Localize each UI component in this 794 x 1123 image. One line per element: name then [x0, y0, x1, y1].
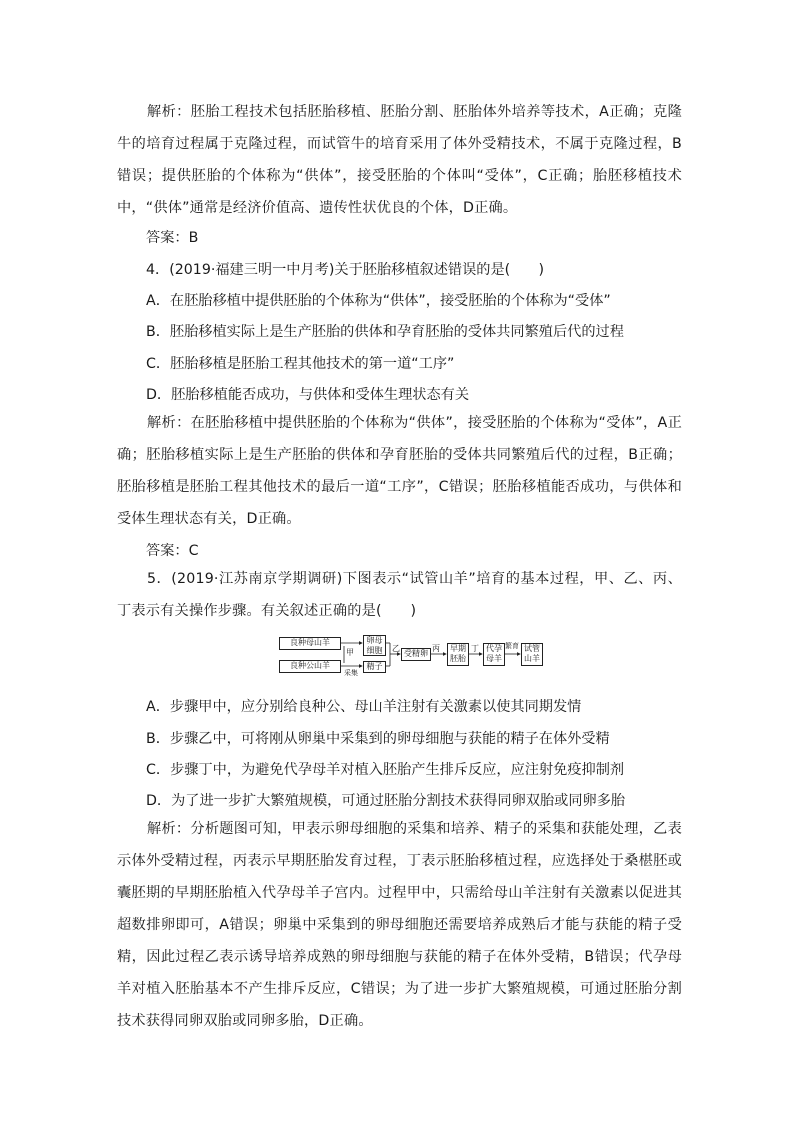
box-ivf-goat: 试管山羊 — [521, 643, 543, 666]
box-early-embryo: 早期胚胎 — [447, 643, 469, 666]
q5-option-a: A．步骤甲中，应分别给良种公、母山羊注射有关激素以使其同期发情 — [146, 699, 582, 715]
q3-analysis: 解析：胚胎工程技术包括胚胎移植、胚胎分割、胚胎体外培养等技术，A正确；克隆牛的培育过程属于克隆过程，而试管牛的培育采用了体外受精技术，不属于克隆过程，B错误；提供胚胎的个体称为“供体”，接受胚胎的个体叫“受体”，C正确；胎胚移植技术中，“供体”通常是经济价值高、遗传性状优良的个体，D正确。 — [117, 104, 682, 216]
q4-option-a: A．在胚胎移植中提供胚胎的个体称为“供体”，接受胚胎的个体称为“受体” — [146, 293, 611, 309]
q5-option-b: B．步骤乙中，可将刚从卵巢中采集到的卵母细胞与获能的精子在体外受精 — [146, 731, 610, 747]
q4-option-c: C．胚胎移植是胚胎工程其他技术的第一道“工序” — [146, 356, 455, 372]
box-zygote: 受精卵 — [401, 648, 431, 661]
q4-option-d: D．胚胎移植能否成功，与供体和受体生理状态有关 — [146, 387, 470, 403]
label-collect: 采集 — [344, 669, 358, 677]
box-sperm: 精子 — [363, 661, 386, 673]
q4-option-b: B．胚胎移植实际上是生产胚胎的供体和孕育胚胎的受体共同繁殖后代的过程 — [146, 324, 624, 340]
ivf-goat-flow-diagram — [278, 634, 544, 678]
label-step-c: 丙 — [432, 644, 440, 653]
q5-stem: 5．(2019·江苏南京学期调研)下图表示“试管山羊”培育的基本过程，甲、乙、丙、丁表示有关操作步骤。有关叙述正确的是( ) — [117, 571, 682, 619]
q5-analysis: 解析：分析题图可知，甲表示卵母细胞的采集和培养、精子的采集和获能处理，乙表示体外受精过程，丙表示早期胚胎发育过程，丁表示胚胎移植过程，应选择处于桑椹胚或囊胚期的早期胚胎植入代孕母羊子宫内。过程甲中，只需给母山羊注射有关激素以促进其超数排卵即可，A错误；卵巢中采集到的卵母细胞还需要培养成熟后才能与获能的精子受精，因此过程乙表示诱导培养成熟的卵母细胞与获能的精子在体外受精，B错误；代孕母羊对植入胚胎基本不产生排斥反应，C错误；为了进一步扩大繁殖规模，可通过胚胎分割技术获得同卵双胎或同卵多胎，D正确。 — [117, 821, 682, 1029]
q4-analysis: 解析：在胚胎移植中提供胚胎的个体称为“供体”，接受胚胎的个体称为“受体”，A正确；胚胎移植实际上是生产胚胎的供体和孕育胚胎的受体共同繁殖后代的过程，B正确；胚胎移植是胚胎工程其他技术的最后一道“工序”，C错误；胚胎移植能否成功，与供体和受体生理状态有关，D正确。 — [117, 415, 682, 527]
q4-answer: 答案：C — [146, 543, 199, 559]
box-surrogate-goat: 代孕母羊 — [483, 643, 505, 666]
q5-option-d: D．为了进一步扩大繁殖规模，可通过胚胎分割技术获得同卵双胎或同卵多胎 — [146, 793, 626, 809]
q4-stem: 4．(2019·福建三明一中月考)关于胚胎移植叙述错误的是( ) — [146, 262, 545, 278]
q5-option-c: C．步骤丁中，为避免代孕母羊对植入胚胎产生排斥反应，应注射免疫抑制剂 — [146, 762, 625, 778]
box-egg-cell: 卵母细胞 — [363, 635, 386, 656]
q3-answer: 答案：B — [146, 230, 199, 246]
box-female-goat: 良种母山羊 — [279, 637, 341, 650]
label-breed: 繁育 — [505, 642, 519, 650]
box-male-goat: 良种公山羊 — [279, 660, 341, 673]
label-step-b: 乙 — [392, 644, 400, 653]
label-step-d: 丁 — [471, 644, 479, 653]
label-step-a: 甲 — [346, 648, 354, 657]
